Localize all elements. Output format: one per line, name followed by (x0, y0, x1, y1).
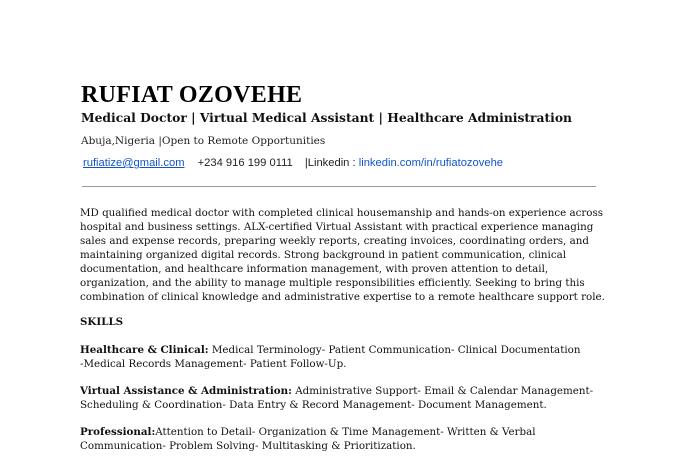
skill-group-items: Medical Terminology- Patient Communication- Clinical Documentation (208, 344, 581, 356)
summary-line: combination of clinical knowledge and administrative expertise to a remote healthcare support role. (80, 291, 605, 303)
skill-group-virtual-assistance (80, 384, 600, 412)
summary-line: sales and expense records, preparing weekly reports, creating invoices, coordinating orders, and (80, 235, 589, 247)
skill-line (80, 343, 600, 357)
summary-line: maintaining organized digital records. Strong background in patient communication, clinical (80, 249, 567, 261)
email-link[interactable]: rufiatize@gmail.com (83, 157, 185, 169)
candidate-name: RUFIAT OZOVEHE (81, 82, 303, 108)
linkedin-link[interactable]: linkedin.com/in/rufiatozovehe (358, 157, 504, 169)
linkedin-label: |Linkedin : (304, 157, 359, 169)
skill-group-label: Healthcare & Clinical: (80, 344, 209, 356)
skill-group-label: Professional: (80, 426, 156, 438)
professional-headline: Medical Doctor | Virtual Medical Assistant | Healthcare Administration (81, 110, 572, 125)
skill-line-continued: -Medical Records Management- Patient Follow-Up. (80, 358, 347, 370)
phone-number: +234 916 199 0111 (197, 157, 293, 169)
location-line: Abuja,Nigeria |Open to Remote Opportunities (81, 135, 326, 147)
summary-line: organization, and the ability to manage multiple responsibilities efficiently. Seeking to bring this (80, 277, 585, 289)
skill-line (80, 384, 600, 398)
skill-group-items: Attention to Detail- Organization & Time Management- Written & Verbal (155, 426, 536, 438)
skill-line-continued: Communication- Problem Solving- Multitasking & Prioritization. (80, 440, 416, 452)
summary-line: MD qualified medical doctor with completed clinical housemanship and hands-on experience across (80, 207, 604, 219)
skill-group-healthcare (80, 343, 600, 371)
skill-group-professional (80, 425, 600, 453)
skill-line (80, 425, 600, 439)
summary-line: documentation, and healthcare information management, with proven attention to detail, (80, 263, 549, 275)
summary-line: hospital and business settings. ALX-certified Virtual Assistant with practical experience managing (80, 221, 594, 233)
skill-line-continued: Scheduling & Coordination- Data Entry & Record Management- Document Management. (80, 399, 547, 411)
skill-group-items: Administrative Support- Email & Calendar Management- (291, 385, 594, 397)
skill-group-label: Virtual Assistance & Administration: (80, 385, 292, 397)
contact-line (81, 157, 503, 169)
skills-heading: SKILLS (80, 316, 124, 328)
header-divider (82, 186, 596, 187)
professional-summary (80, 206, 605, 304)
